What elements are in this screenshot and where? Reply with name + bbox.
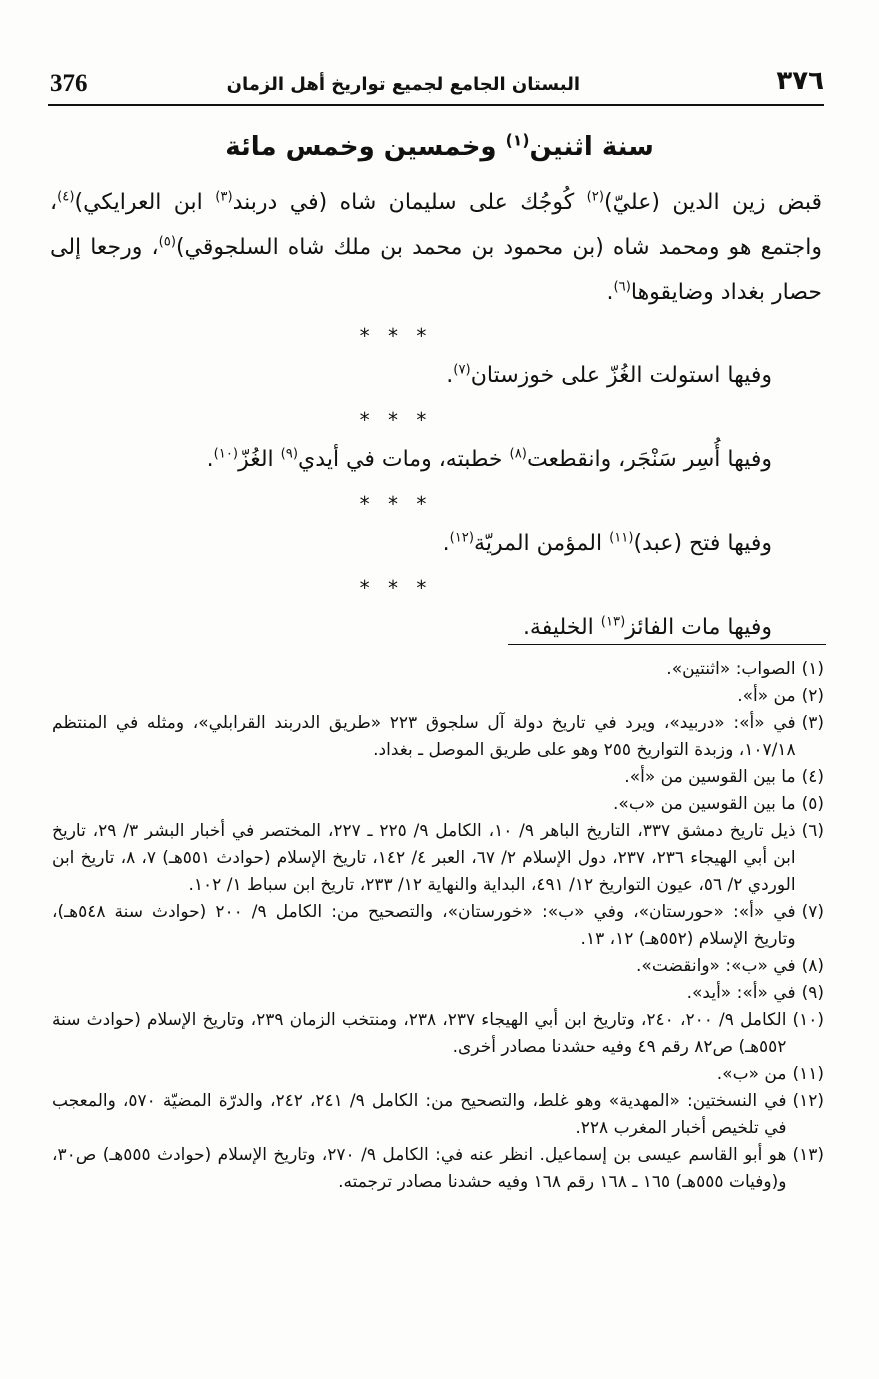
footnote-ref-6: (٦) [613,279,631,295]
event-3 [50,521,822,567]
paragraph-text: ، ورجعا إلى حصار بغداد وضايقوها [50,235,822,305]
event-text: . [206,447,214,472]
footnote [52,980,824,1007]
footnote-text: ذيل تاريخ دمشق ٣٣٧، التاريخ الباهر ٩/ ١٠، الكامل ٩/ ٢٢٥ ـ ٢٢٧، المختصر في أخبار البشر ٣/ ٢٩، تاريخ ابن أبي الهيجاء ٢٣٦، ٢٣٧، دول الإسلام ٢/ ٦٧، العبر ٤/ ١٤٢، تاريخ الإسلام (حوادث ٥٥١هـ) ٧، ٨، تاريخ ابن الوردي ٢/ ٥٦، عيون التواريخ ١٢/ ٤٩١، البداية والنهاية ١٢/ ٢٣٣، تاريخ ابن سباط ١/ ١٠٢. [52,821,796,895]
footnote-text: في «أ»: «حورستان»، وفي «ب»: «خورستان»، والتصحيح من: الكامل ٩/ ٢٠٠ (حوادث سنة ٥٤٨هـ)، وتاريخ الإسلام (٥٥٢هـ) ١٢، ١٣. [52,902,796,949]
paragraph-text: قبض زين الدين (عليّ) [604,190,822,215]
running-title: البستان الجامع لجميع تواريخ أهل الزمان [226,74,580,95]
section-divider: * * * [359,324,433,348]
event-2 [50,437,822,483]
footnote-ref-12: (١٢) [449,530,475,546]
footnote-number: (٨) [801,956,824,976]
footnote-ref-11: (١١) [609,530,634,546]
opening-paragraph [50,180,822,315]
section-divider: * * * [359,576,433,600]
section-divider: * * * [359,492,433,516]
footnote-ref-8: (٨) [509,446,527,462]
footnote-text: ما بين القوسين من «أ». [624,767,796,787]
footnote-number: (١٣) [792,1145,824,1165]
footnote [52,1142,824,1196]
footnote-text: الصواب: «اثنتين». [666,659,796,679]
footnote-ref-10: (١٠) [213,446,239,462]
event-text: . [446,363,454,388]
footnote [52,818,824,899]
section-divider: * * * [359,408,433,432]
event-text: وفيها فتح (عبد) [633,531,772,556]
footnote-ref-7: (٧) [453,362,471,378]
footnote-text: الكامل ٩/ ٢٠٠، ٢٤٠، وتاريخ ابن أبي الهيجاء ٢٣٧، ٢٣٨، ومنتخب الزمان ٢٣٩، وتاريخ الإسلام (حوادث سنة ٥٥٢هـ) ص٨٢ رقم ٤٩ وفيه حشدنا مصادر أخرى. [52,1010,787,1057]
footnote-ref-1: (١) [505,131,530,150]
event-text: الغُزّ [238,447,281,472]
footnote-number: (٤) [801,767,824,787]
footnote [52,764,824,791]
footnote-text: هو أبو القاسم عيسى بن إسماعيل. انظر عنه في: الكامل ٩/ ٢٧٠، وتاريخ الإسلام (حوادث ٥٥٥هـ) ص٣٠، و(وفيات ٥٥٥هـ) ١٦٥ ـ ١٦٨ رقم ١٦٨ وفيه حشدنا مصادر ترجمته. [52,1145,787,1192]
footnote-number: (١) [801,659,824,679]
main-text [50,180,822,651]
footnote-number: (٩) [801,983,824,1003]
event-1 [50,353,822,399]
footnote [52,1007,824,1061]
footnote-text: من «ب». [716,1064,787,1084]
footnote-number: (٥) [801,794,824,814]
section-title [0,132,879,162]
header-rule [48,104,824,106]
footnote-text: في النسختين: «المهدية» وهو غلط، والتصحيح من: الكامل ٩/ ٢٤١، ٢٤٢، والدرّة المضيّة ٥٧٠، والمعجب في تلخيص أخبار المغرب ٢٢٨. [52,1091,787,1138]
paragraph-text: . [606,280,614,305]
footnote-ref-9: (٩) [280,446,299,462]
footnote-text: في «أ»: «دربيد»، ويرد في تاريخ دولة آل سلجوق ٢٢٣ «طريق الدربند القرابلي»، ومثله في المنتظم ١٠٧/١٨، وزبدة التواريخ ٢٥٥ وهو على طريق الموصل ـ بغداد. [52,713,796,760]
footnote-text: في «أ»: «أيد». [686,983,796,1003]
page-number-arabic: ٣٧٦ [776,66,824,96]
footnote-number: (٣) [801,713,824,733]
page-number-latin: 376 [50,70,88,97]
footnote-number: (٢) [801,686,824,706]
section-title-text: سنة اثنين [529,132,654,162]
footnote [52,791,824,818]
footnote [52,710,824,764]
footnote-text: من «أ». [737,686,796,706]
footnote [52,953,824,980]
section-title-rest: وخمسين وخمس مائة [225,132,506,162]
footnote-ref-3: (٣) [215,189,233,205]
footnote-ref-13: (١٣) [600,614,626,630]
event-text: الخليفة. [522,615,601,640]
footnote [52,899,824,953]
footnote [52,1088,824,1142]
paragraph-text: كُوجُك على سليمان شاه (في دربند [232,190,587,215]
footnote-text: ما بين القوسين من «ب». [613,794,796,814]
footnote-separator [508,644,826,645]
paragraph-text: ، واجتمع هو ومحمد شاه (بن محمود بن محمد بن ملك شاه السلجوقي) [50,190,822,260]
footnote-ref-5: (٥) [158,234,176,250]
footnote-text: في «ب»: «وانقضت». [636,956,796,976]
footnote-number: (١١) [792,1064,824,1084]
event-text: وفيها استولت الغُزّ على خوزستان [470,363,772,388]
event-text: المؤمن المريّة [474,531,610,556]
footnote [52,656,824,683]
footnote-number: (١٢) [792,1091,824,1111]
footnote-ref-4: (٤) [57,189,75,205]
footnote-ref-2: (٢) [586,189,604,205]
footnote [52,683,824,710]
event-text: . [442,531,450,556]
footnote-number: (١٠) [792,1010,824,1030]
running-header [50,64,824,100]
paragraph-text: ابن العرايكي) [74,190,216,215]
event-text: خطبته، ومات في أيدي [298,447,510,472]
footnotes [52,656,824,1196]
footnote [52,1061,824,1088]
event-text: وفيها مات الفائز [625,615,772,640]
footnote-number: (٦) [801,821,824,841]
event-text: وفيها أُسِر سَنْجَر، وانقطعت [526,447,772,472]
footnote-number: (٧) [801,902,824,922]
